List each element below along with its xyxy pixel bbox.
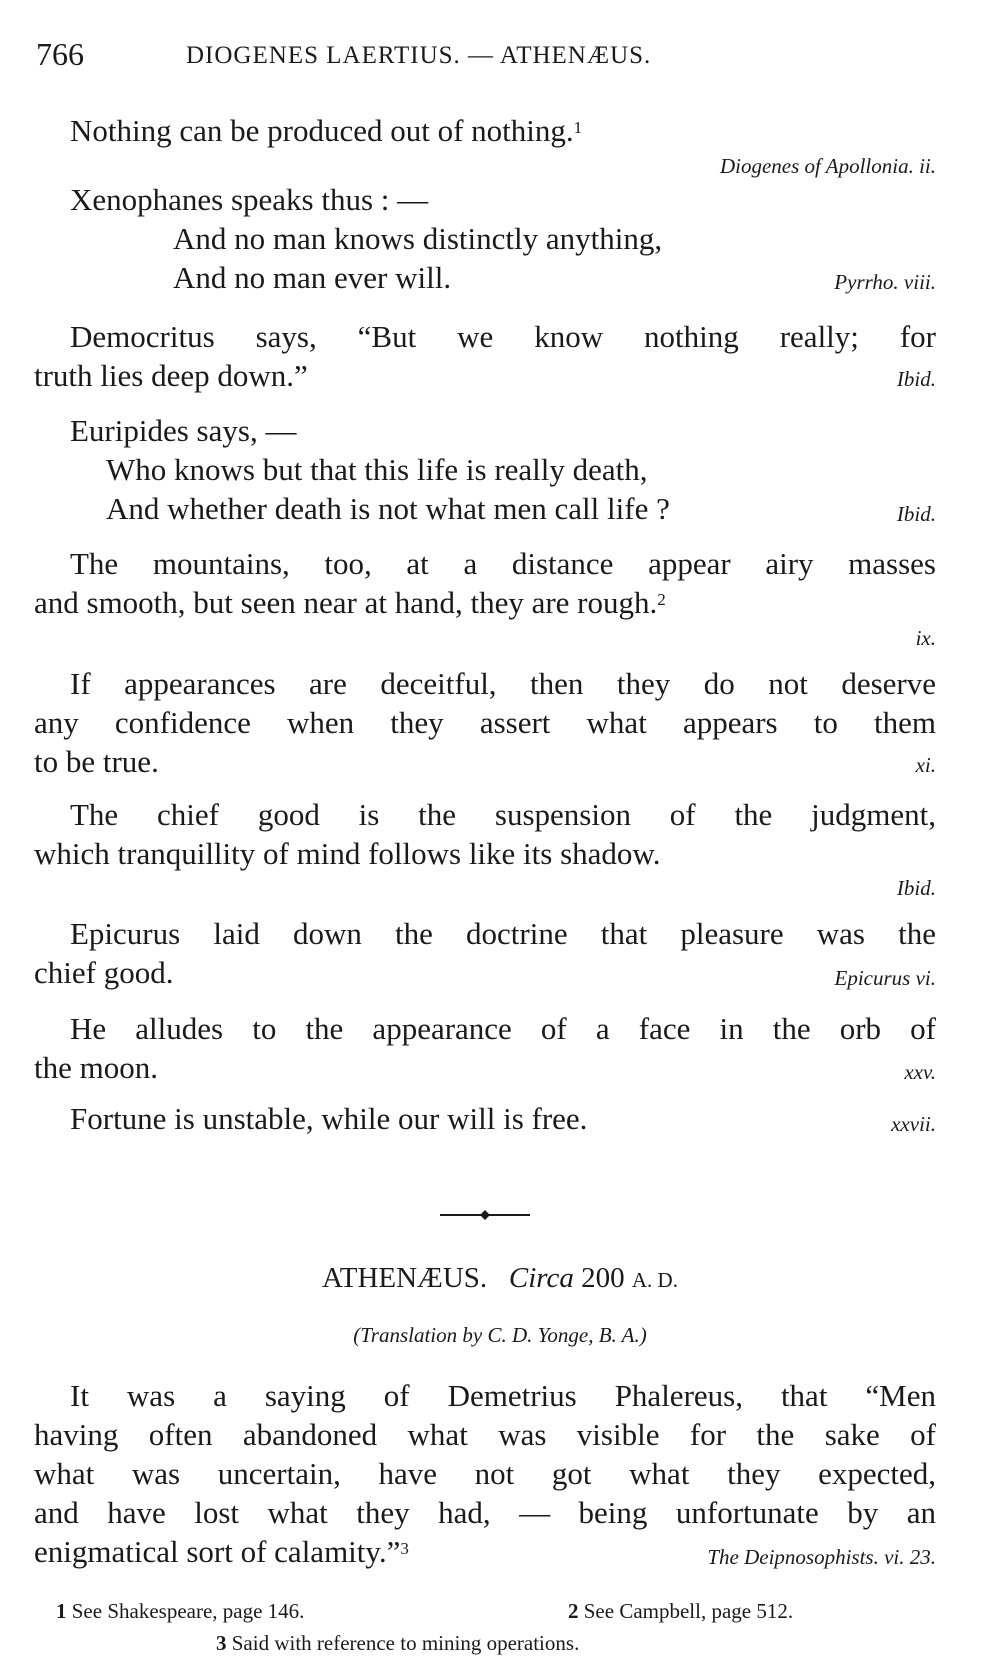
quote-3-line-1: Democritus says, “But we know nothing really; for <box>70 319 936 354</box>
quote-9-line-1: He alludes to the appearance of a face in the orb of <box>70 1011 936 1046</box>
quote-5-source: ix. <box>915 626 936 650</box>
footnote-ref-1: 1 <box>573 118 583 137</box>
footnote-1-mark: 1 <box>56 1599 67 1623</box>
quote-5-line-2: and smooth, but seen near at hand, they are rough.$^2$ <box>34 585 666 620</box>
footnote-ref-2: 2 <box>657 590 666 609</box>
quote-11-line-4: and have lost what they had, — being unfortunate by an <box>34 1495 936 1530</box>
quote-7-source: Ibid. <box>896 876 936 900</box>
quote-6-line-1: If appearances are deceitful, then they do not deserve <box>70 666 936 701</box>
quote-7-line-1: The chief good is the suspension of the judgment, <box>70 797 936 832</box>
quote-3-line-2: truth lies deep down.” <box>34 358 308 393</box>
quote-8-line-2: chief good. <box>34 955 174 990</box>
quote-2-verse-2: And no man ever will. <box>173 260 452 295</box>
footnote-3: 3 Said with reference to mining operations. <box>216 1631 580 1655</box>
footnote-1: 1 See Shakespeare, page 146. <box>56 1599 305 1623</box>
quote-4-source: Ibid. <box>896 502 936 526</box>
quote-2-verse-1: And no man knows distinctly anything, <box>173 221 663 256</box>
quote-2-source: Pyrrho. viii. <box>834 270 936 294</box>
quote-11-line-1: It was a saying of Demetrius Phalereus, that “Men <box>70 1378 936 1413</box>
quote-2-intro: Xenophanes speaks thus : — <box>70 182 429 217</box>
quote-6-line-2: any confidence when they assert what appears to them <box>34 705 936 740</box>
running-title: DIOGENES LAERTIUS. — ATHENÆUS. <box>186 42 652 69</box>
quote-6-source: xi. <box>915 753 936 777</box>
quote-6-line-3: to be true. <box>34 744 159 779</box>
page-header <box>36 36 936 76</box>
section-author: ATHENÆUS. <box>322 1262 488 1294</box>
footnote-3-mark: 3 <box>216 1631 227 1655</box>
section-year: 200 <box>581 1262 625 1294</box>
section-era: A. D. <box>631 1268 678 1292</box>
section-circa: Circa <box>508 1262 574 1294</box>
quote-8-line-1: Epicurus laid down the doctrine that pleasure was the <box>70 916 936 951</box>
quote-10-text: Fortune is unstable, while our will is free. <box>70 1101 588 1136</box>
section-translation-credit: (Translation by C. D. Yonge, B. A.) <box>353 1323 647 1347</box>
quote-3-source: Ibid. <box>896 367 936 391</box>
quote-11-line-5: enigmatical sort of calamity.”$^3$ <box>34 1534 409 1569</box>
quote-4-intro: Euripides says, — <box>70 413 297 448</box>
footnote-2-mark: 2 <box>568 1599 579 1623</box>
page-number: 766 <box>36 36 84 72</box>
quote-1-text: Nothing can be produced out of nothing.$^1$ <box>70 113 583 148</box>
quote-4-verse-2: And whether death is not what men call life ? <box>106 491 670 526</box>
quote-11-line-3: what was uncertain, have not got what they expected, <box>34 1456 936 1491</box>
quote-8-source: Epicurus vi. <box>834 966 936 990</box>
quote-4-verse-1: Who knows but that this life is really death, <box>106 452 648 487</box>
quote-5-line-1: The mountains, too, at a distance appear airy masses <box>70 546 936 581</box>
quote-7-line-2: which tranquillity of mind follows like its shadow. <box>34 836 661 871</box>
section-heading <box>0 1262 1000 1295</box>
quote-1-source: Diogenes of Apollonia. ii. <box>719 154 936 178</box>
footnote-2: 2 See Campbell, page 512. <box>568 1599 794 1623</box>
quote-11-line-2: having often abandoned what was visible for the sake of <box>34 1417 936 1452</box>
quote-9-line-2: the moon. <box>34 1050 158 1085</box>
quote-10-source: xxvii. <box>891 1112 936 1136</box>
quote-11-source: The Deipnosophists. vi. 23. <box>707 1545 936 1569</box>
section-divider-ornament <box>440 1209 530 1221</box>
footnote-ref-3: 3 <box>400 1539 409 1558</box>
quote-9-source: xxv. <box>904 1060 936 1084</box>
